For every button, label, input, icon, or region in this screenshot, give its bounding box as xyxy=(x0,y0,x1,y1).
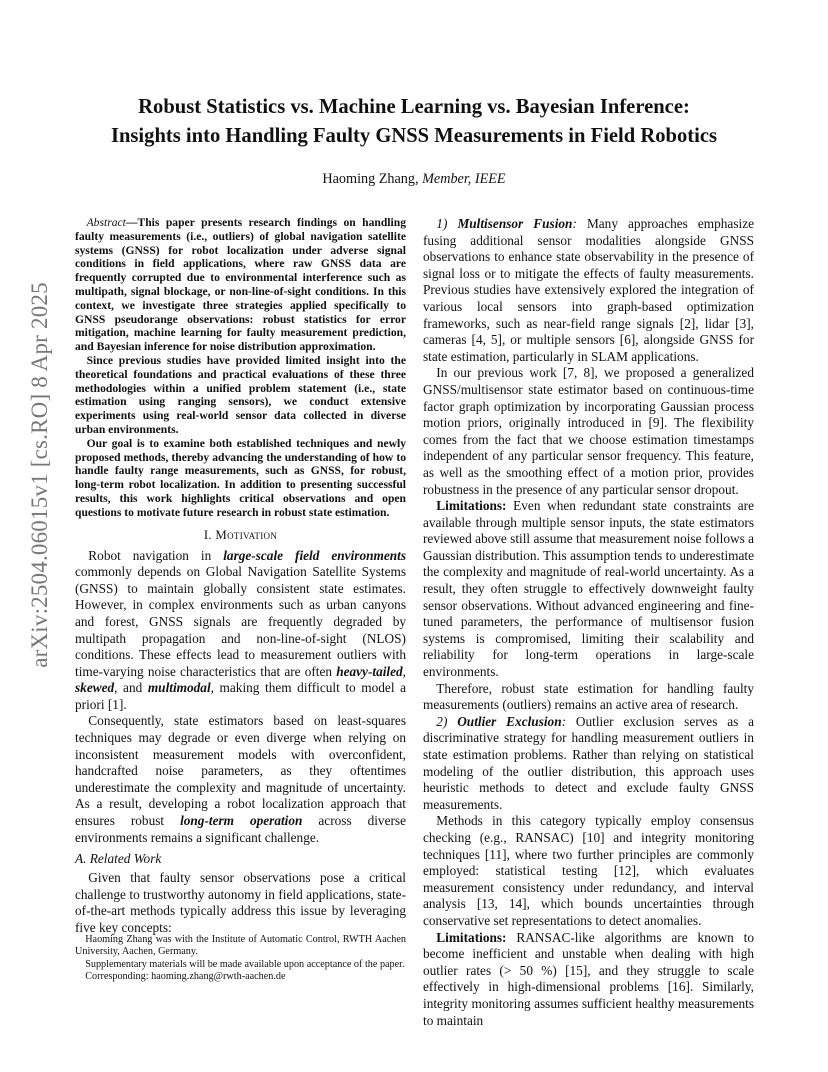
abstract-paragraph-2: Since previous studies have provided limited insight into the theoretical foundations and practical evaluations of these three methodologies within a unified problem statement (i.e., state estimation using ranging sensors), we conduct extensive experiments using real-world sensor data collected in diverse urban environments. xyxy=(75,353,406,436)
section-heading-motivation xyxy=(75,528,406,543)
paragraph-number: 2) xyxy=(436,713,448,729)
abstract-label: Abstract xyxy=(86,216,126,229)
limitations-paragraph-2 xyxy=(423,930,754,1030)
outlier-exclusion-paragraph xyxy=(423,714,754,814)
paragraph-number: 1) xyxy=(436,216,448,231)
title-line-1: Robust Statistics vs. Machine Learning vs. Bayesian Inference: xyxy=(138,96,690,118)
text-run: Robot navigation in xyxy=(88,547,224,563)
text-run: Outlier exclusion serves as a discriminative strategy for handling measurement outliers in state estimation problems. Rather than relying on statistical modeling of the outlier distribution, this approach uses heuristic methods to detect and exclude faulty GNSS measurements. xyxy=(423,713,754,812)
abstract-paragraph-1 xyxy=(75,216,406,354)
paper-title xyxy=(60,93,768,151)
related-work-paragraph-1: Given that faulty sensor observations pose a critical challenge to trustworthy autonomy in field applications, state-of-the-art methods typically address this issue by leveraging five key concepts: xyxy=(75,870,406,935)
emphasis-run: long-term operation xyxy=(180,813,303,829)
text-run: , and xyxy=(114,680,148,696)
limitations-label: Limitations: xyxy=(436,498,507,514)
text-run: Even when redundant state constraints are available through multiple sensor inputs, the state estimators reviewed above still assume that measurement noise follows a Gaussian distribution. This assumption tends to underestimate the complexity and magnitude of real-world uncertainty. As a result, they often struggle to effectively downweight faulty sensor observations. Without advanced engineering and fine-tuned parameters, the performance of multisensor fusion systems is compromised, limiting their scalability and reliability for long-term operations in large-scale environments. xyxy=(423,498,754,680)
text-run: , making them difficult to model a priori [1]. xyxy=(75,680,406,712)
right-column xyxy=(423,216,754,1029)
paragraph-colon: : xyxy=(572,216,577,231)
text-run: across diverse environments remains a significant challenge. xyxy=(75,813,406,845)
text-run: commonly depends on Global Navigation Satellite Systems (GNSS) to maintain globally consistent state estimates. However, in complex environments such as urban canyons and forest, GNSS signals are frequently degraded by multipath propagation and non-line-of-sight (NLOS) conditions. These effects lead to measurement outliers with time-varying noise characteristics that are often xyxy=(75,564,406,679)
footnote-affiliation: Haoming Zhang was with the Institute of Automatic Control, RWTH Aachen University, Aachen, Germany. xyxy=(75,934,406,957)
motivation-paragraph-1 xyxy=(75,548,406,714)
limitations-label: Limitations: xyxy=(436,929,507,945)
multisensor-fusion-paragraph xyxy=(423,216,754,365)
paragraph-colon: : xyxy=(561,713,567,729)
motivation-paragraph-2 xyxy=(75,713,406,846)
previous-work-paragraph: In our previous work [7, 8], we proposed a generalized GNSS/multisensor state estimator based on continuous-time factor graph optimization by incorporating Gaussian process motion priors, originally introduced in [9]. The flexibility comes from the fact that we choose estimation timestamps independent of any particular sensor frequency. This feature, as well as the smoothing effect of a motion prior, provides robustness in the presence of any particular sensor dropout. xyxy=(423,365,754,497)
emphasis-run: large-scale field environments xyxy=(223,547,407,563)
paragraph-title: Multisensor Fusion xyxy=(457,216,573,231)
text-run: , xyxy=(402,663,406,679)
limitations-paragraph-1 xyxy=(423,498,754,681)
emphasis-run: heavy-tailed xyxy=(336,663,403,679)
footnote-corresponding: Corresponding: haoming.zhang@rwth-aachen.de xyxy=(85,971,286,983)
author-affiliation: Member, IEEE xyxy=(422,171,506,187)
arxiv-identifier-text: arXiv:2504.06015v1 [cs.RO] 8 Apr 2025 xyxy=(27,282,52,668)
section-title: Motivation xyxy=(215,527,278,542)
subsection-heading-related-work: A. Related Work xyxy=(75,851,162,867)
text-run: Consequently, state estimators based on least-squares techniques may degrade or even diverge when relying on inconsistent measurement models with overconfident, handcrafted noise parameters, as they oftentimes underestimate the complexity and magnitude of uncertainty. As a result, developing a robot localization approach that ensures robust xyxy=(75,713,406,829)
footnote-supplementary: Supplementary materials will be made available upon acceptance of the paper. xyxy=(85,958,405,970)
section-number: I. xyxy=(203,527,212,542)
author-name: Haoming Zhang, xyxy=(322,171,419,187)
methods-paragraph: Methods in this category typically employ consensus checking (e.g., RANSAC) [10] and integrity monitoring techniques [11], where two further principles are commonly employed: statistical testing [12], which evaluates measurement consistency under redundancy, and interval analysis [13, 14], which bounds uncertainties through conservative set representations to detect anomalies. xyxy=(423,813,754,928)
paragraph-title: Outlier Exclusion xyxy=(457,713,562,729)
left-column xyxy=(75,216,406,937)
footnotes xyxy=(75,934,406,983)
therefore-paragraph: Therefore, robust state estimation for handling faulty measurements (outliers) remains an active area of research. xyxy=(423,680,754,713)
abstract-text-1: —This paper presents research findings on handling faulty measurements (i.e., outliers) of global navigation satellite systems (GNSS) for robot localization under adverse signal conditions in field applications, where raw GNSS data are frequently corrupted due to environmental interference such as multipath, signal blockage, or non-line-of-sight conditions. In this context, we investigate three strategies applied specifically to GNSS pseudorange observations: robust statistics for error mitigation, machine learning for faulty measurement prediction, and Bayesian inference for noise distribution approximation. xyxy=(75,216,406,354)
text-run: RANSAC-like algorithms are known to become inefficient and unstable when dealing with high outlier rates (> 50 %) [15], and they struggle to scale effectively in high-dimensional problems [16]. Similarly, integrity monitoring assumes sufficient healthy measurements to maintain xyxy=(423,929,754,1028)
author-line xyxy=(60,171,768,188)
emphasis-run: skewed xyxy=(75,680,115,696)
arxiv-identifier xyxy=(20,282,60,668)
abstract-paragraph-3: Our goal is to examine both established techniques and newly proposed methods, thereby advancing the understanding of how to handle faulty range measurements, such as GNSS, for robust, long-term robot localization. In addition to presenting successful results, this work highlights critical observations and open questions to motivate future research in robust state estimation. xyxy=(75,436,406,519)
abstract xyxy=(75,216,406,520)
title-line-2: Insights into Handling Faulty GNSS Measurements in Field Robotics xyxy=(110,125,718,147)
text-run: Many approaches emphasize fusing additional sensor modalities alongside GNSS observations to enhance state observability in the presence of signal loss or to mitigate the effects of faulty measurements. Previous studies have extensively explored the integration of various local sensors into graph-based optimization frameworks, such as near-field range signals [2], lidar [3], cameras [4, 5], or multiple sensors [6], alongside GNSS for state estimation, particularly in SLAM applications. xyxy=(423,216,754,364)
emphasis-run: multimodal xyxy=(147,680,211,696)
